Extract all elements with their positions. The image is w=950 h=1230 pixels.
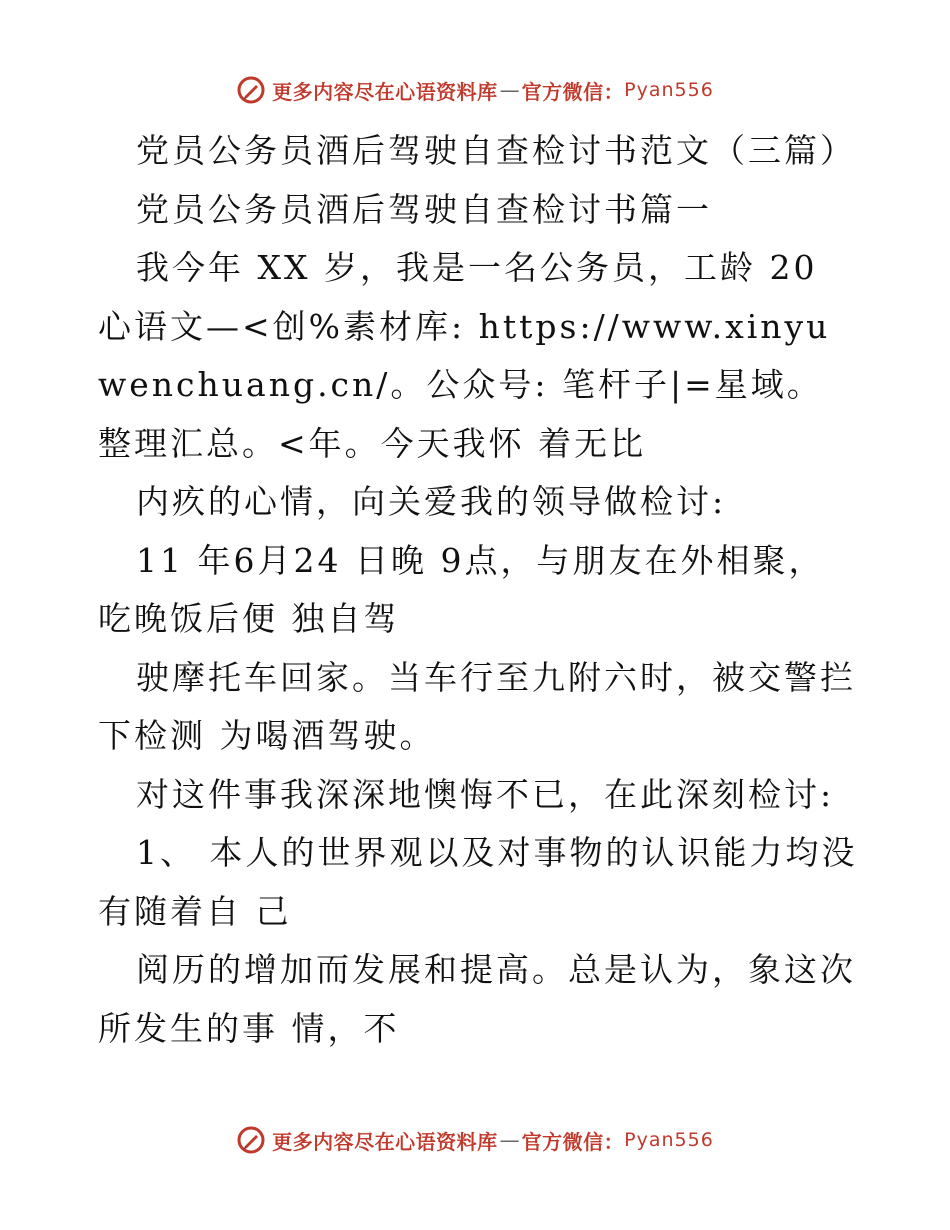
section-heading: 党员公务员酒后驾驶自查检讨书篇一 (136, 189, 712, 229)
paragraph: 对这件事我深深地懊悔不已，在此深刻检讨: (136, 774, 835, 814)
paragraph: 11 年6月24 日晚 9点，与朋友在外相聚，吃晚饭后便 独自驾 (98, 540, 825, 638)
document-body (98, 122, 858, 1058)
banner-handle: Pyan556 (624, 1129, 714, 1151)
paragraph: 驶摩托车回家。当车行至九附六时，被交警拦下检测 为喝酒驾驶。 (98, 657, 856, 755)
paragraph: 1、 本人的世界观以及对事物的认识能力均没有随着自 己 (98, 833, 858, 931)
header-banner (0, 70, 950, 110)
banner-text: 更多内容尽在心语资料库 (272, 79, 498, 104)
banner-label: 官方微信： (521, 79, 625, 104)
banner-handle: Pyan556 (624, 79, 714, 101)
pen-logo-icon (236, 1125, 266, 1155)
footer-banner (0, 1120, 950, 1160)
paragraph: 内疚的心情，向关爱我的领导做检讨: (136, 482, 727, 521)
paragraph: 阅历的增加而发展和提高。总是认为，象这次所发生的事 情，不 (98, 950, 856, 1048)
pen-logo-icon (236, 75, 266, 105)
banner-text: 更多内容尽在心语资料库 (272, 1129, 498, 1154)
paragraph: 我今年 XX 岁，我是一名公务员，工龄 20 心语文—<创%素材库: https://www.xinyuwenchuang.cn/。公众号: 笔杆子|=星域。整理汇总。<年。今天我怀 着无比 (98, 248, 831, 463)
document-title: 党员公务员酒后驾驶自查检讨书范文（三篇） (136, 131, 856, 170)
banner-dash: — (499, 1128, 520, 1152)
banner-label: 官方微信： (521, 1129, 625, 1154)
banner-dash: — (499, 78, 520, 102)
